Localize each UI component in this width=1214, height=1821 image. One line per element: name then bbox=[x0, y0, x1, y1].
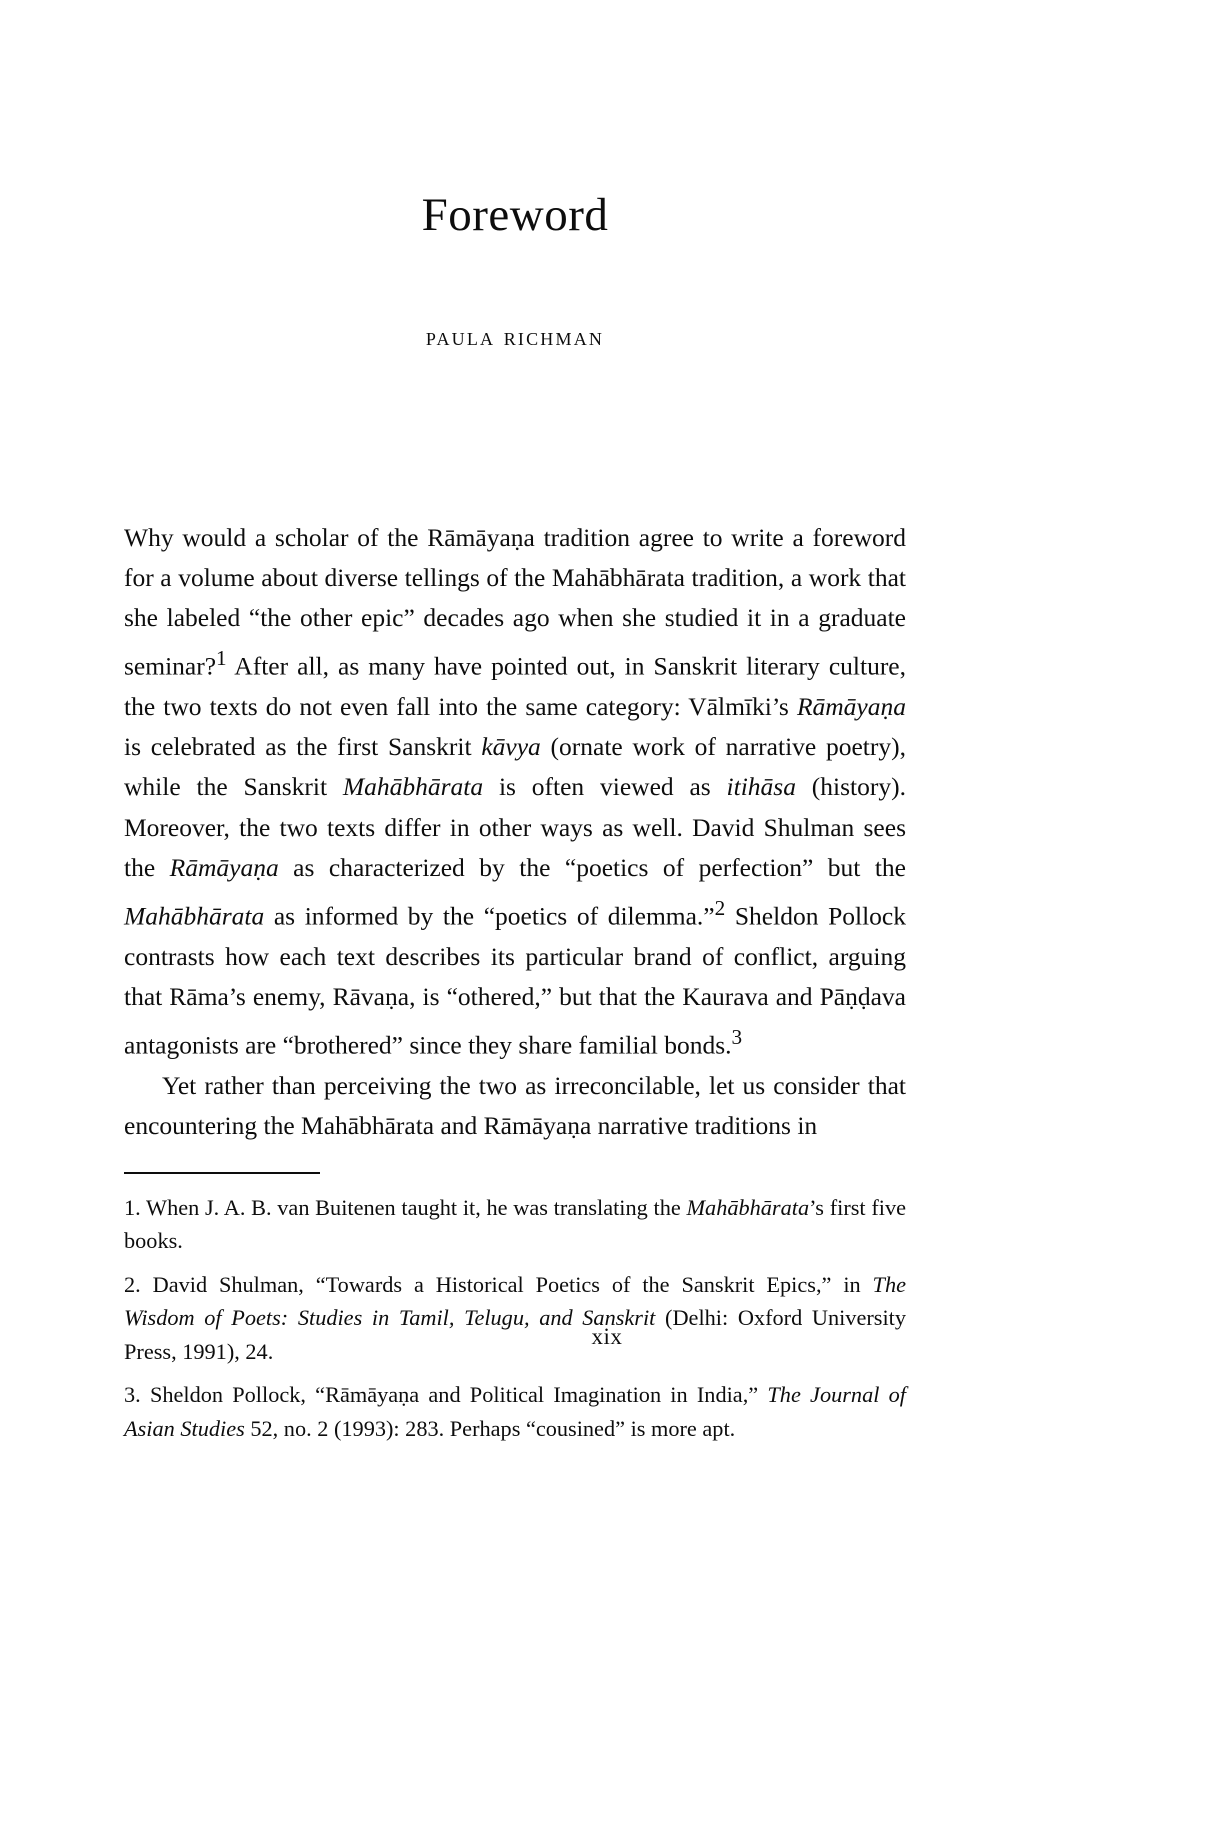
text-run: ’s first five books. bbox=[124, 1194, 906, 1254]
text-run: (Delhi: Oxford University Press, 1991), 24. bbox=[124, 1305, 906, 1364]
text-run: (ornate work of narrative poetry), while the Sanskrit bbox=[124, 732, 906, 802]
italic-run: itihāsa bbox=[726, 772, 796, 802]
text-run: 52, no. 2 (1993): 283. Perhaps “cousined” is more apt. bbox=[244, 1415, 736, 1441]
footnote bbox=[124, 1378, 906, 1445]
text-run: 1. When J. A. B. van Buitenen taught it, he was translating the bbox=[124, 1194, 687, 1220]
italic-run: Rāmāyaṇa bbox=[169, 852, 279, 882]
italic-run: The Journal of Asian Studies bbox=[124, 1382, 906, 1441]
text-run: After all, as many have pointed out, in Sanskrit literary culture, the two texts do not even fall into the same category: Vālmīki’s bbox=[124, 651, 906, 721]
page-content bbox=[124, 0, 906, 1455]
text-run: Sheldon Pollock contrasts how each text describes its particular brand of conflict, arguing that Rāma’s enemy, Rāvaṇa, is “othered,” but that the Kaurava and Pāṇḍava antagonists are “brothered” since they share familial bonds. bbox=[124, 901, 906, 1060]
text-run: is often viewed as bbox=[483, 772, 727, 802]
text-run: as characterized by the “poetics of perfection” but the bbox=[278, 852, 906, 882]
italic-run: Rāmāyaṇa bbox=[796, 692, 906, 721]
italic-run: The Wisdom of Poets: Studies in Tamil, Telugu, and Sanskrit bbox=[124, 1271, 906, 1331]
footnote-marker: 3 bbox=[731, 1025, 743, 1050]
footnote-marker: 1 bbox=[216, 646, 227, 671]
text-run: 3. Sheldon Pollock, “Rāmāyaṇa and Political Imagination in India,” bbox=[124, 1382, 768, 1408]
text-run: Why would a scholar of the Rāmāyaṇa tradition agree to write a foreword for a volume about diverse tellings of the Mahābhārata tradition, a work that she labeled “the other epic” decades ago when she studied it in a graduate seminar? bbox=[124, 522, 906, 681]
paragraph bbox=[124, 518, 906, 1066]
footnote bbox=[124, 1191, 906, 1258]
footnote bbox=[124, 1268, 906, 1369]
footnotes-block bbox=[124, 1191, 906, 1446]
italic-run: Mahābhārata bbox=[124, 901, 265, 931]
page-number: xix bbox=[591, 1324, 623, 1349]
author-name bbox=[124, 324, 906, 352]
page-title: Foreword bbox=[421, 189, 609, 241]
body-text-block bbox=[124, 518, 906, 1147]
italic-run: Mahābhārata bbox=[342, 772, 484, 802]
text-run: is celebrated as the first Sanskrit bbox=[124, 732, 482, 762]
text-run: as informed by the “poetics of dilemma.” bbox=[264, 901, 715, 931]
author-name-text: paula richman bbox=[425, 323, 605, 351]
footnote-separator-rule bbox=[124, 1172, 320, 1174]
italic-run: kāvya bbox=[481, 732, 541, 762]
text-run: (history). Moreover, the two texts differ in other ways as well. David Shulman sees the bbox=[124, 772, 907, 882]
footnote-marker: 2 bbox=[714, 896, 726, 921]
text-run: Yet rather than perceiving the two as irreconcilable, let us consider that encountering the Mahābhārata and Rāmāyaṇa narrative traditions in bbox=[124, 1070, 906, 1141]
text-run: 2. David Shulman, “Towards a Historical Poetics of the Sanskrit Epics,” in bbox=[124, 1271, 873, 1297]
italic-run: Mahābhārata bbox=[686, 1194, 810, 1220]
paragraph bbox=[124, 1066, 906, 1146]
